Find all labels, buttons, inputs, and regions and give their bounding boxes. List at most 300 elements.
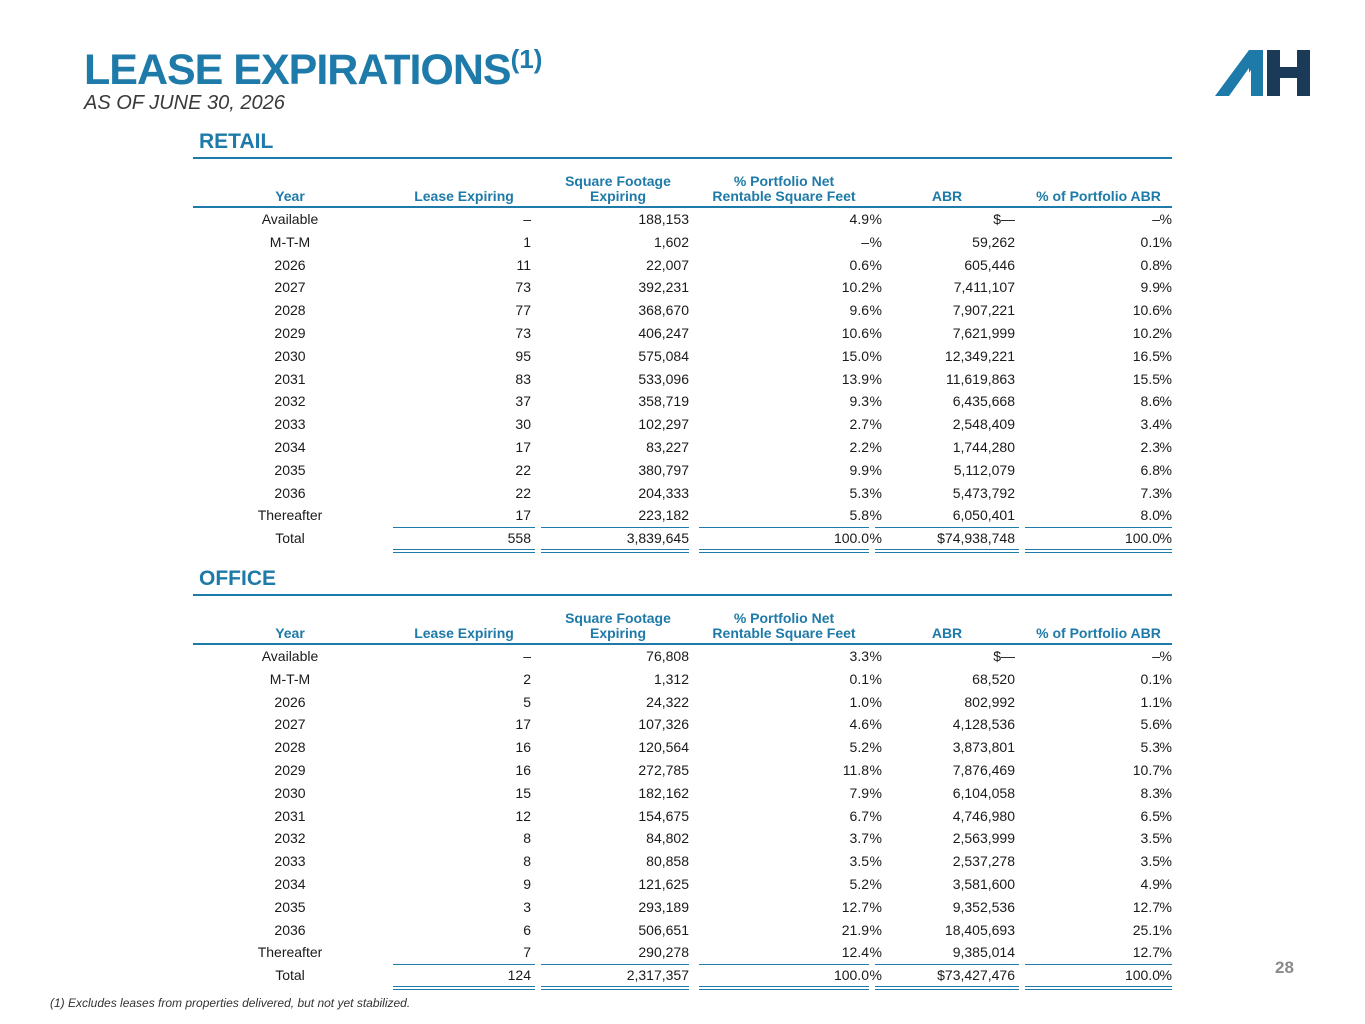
table-row (193, 759, 1172, 782)
year-cell: 2027 (274, 279, 306, 296)
header-year-line: Year (275, 188, 305, 204)
lease-expiring-cell: 11 (516, 256, 531, 273)
table-header (193, 595, 1172, 645)
abr-cell: $74,938,748 (937, 530, 1015, 547)
percent-sign: % (869, 507, 882, 524)
pct-nrsf-cell: 4.6 (849, 716, 869, 733)
table-row (193, 322, 1172, 345)
abr-cell: 59,262 (972, 233, 1015, 250)
percent-sign: % (869, 761, 882, 778)
sqft-cell: 102,297 (638, 416, 689, 433)
header-pct-abr-line: % of Portfolio ABR (1036, 625, 1161, 641)
abr-cell: 7,876,469 (952, 761, 1015, 778)
lease-expiring-cell: 124 (507, 967, 531, 984)
total-underline (1025, 964, 1172, 965)
percent-sign: % (869, 461, 882, 478)
percent-sign: % (1159, 761, 1172, 778)
total-double-underline (875, 986, 1019, 990)
percent-sign: % (869, 875, 882, 892)
pct-nrsf-cell: 5.2 (849, 739, 869, 756)
lease-expiring-cell: 73 (515, 324, 531, 341)
pct-nrsf-cell: 5.3 (849, 484, 869, 501)
header-pct-nrsf (699, 174, 869, 204)
percent-sign: % (1159, 898, 1172, 915)
abr-cell: 605,446 (964, 256, 1015, 273)
table-row (193, 691, 1172, 714)
pct-nrsf-cell: 0.6 (849, 256, 869, 273)
percent-sign: % (1159, 784, 1172, 801)
percent-sign: % (869, 484, 882, 501)
percent-sign: % (869, 670, 882, 687)
pct-abr-cell: 0.8 (1140, 256, 1160, 273)
abr-cell: $— (993, 211, 1015, 227)
year-cell: 2033 (274, 853, 306, 870)
abr-cell: 4,128,536 (952, 716, 1015, 733)
pct-nrsf-cell: 100.0 (833, 967, 869, 984)
percent-sign: % (869, 784, 882, 801)
year-cell: Total (275, 530, 305, 547)
sqft-cell: 1,602 (653, 233, 689, 250)
year-cell: 2036 (274, 921, 306, 938)
abr-cell: 68,520 (972, 670, 1015, 687)
percent-sign: % (1159, 875, 1172, 892)
percent-sign: % (869, 530, 882, 547)
sqft-cell: 506,651 (638, 921, 689, 938)
lease-expiring-cell: 558 (507, 530, 531, 547)
total-underline (699, 527, 869, 528)
year-cell: 2026 (274, 693, 306, 710)
abr-cell: 2,563,999 (952, 830, 1015, 847)
header-pct-nrsf-line: Rentable Square Feet (712, 188, 856, 204)
lease-expiring-cell: 17 (515, 716, 531, 733)
total-underline (393, 964, 535, 965)
sqft-cell: 3,839,645 (626, 530, 689, 547)
abr-cell: 12,349,221 (944, 347, 1015, 364)
pct-abr-cell: 5.6 (1140, 716, 1160, 733)
table-row (193, 713, 1172, 736)
table-row (193, 896, 1172, 919)
abr-cell: 9,385,014 (952, 944, 1015, 961)
pct-nrsf-cell: 3.5 (849, 853, 869, 870)
abr-cell: 4,746,980 (952, 807, 1015, 824)
total-underline (541, 527, 689, 528)
percent-sign: % (1159, 347, 1172, 364)
lease-expiring-cell: 16 (515, 739, 531, 756)
header-abr-line: ABR (931, 625, 963, 641)
year-cell: 2031 (274, 370, 306, 387)
lease-expiring-cell: 12 (515, 807, 531, 824)
year-cell: Thereafter (257, 507, 323, 524)
lease-expiring-cell: 8 (523, 830, 531, 847)
total-underline (1025, 527, 1172, 528)
abr-cell: 7,621,999 (952, 324, 1015, 341)
ah-logo-icon (1215, 46, 1313, 98)
sqft-cell: 368,670 (638, 302, 689, 319)
year-cell: 2030 (274, 784, 306, 801)
sqft-cell: 272,785 (638, 761, 689, 778)
percent-sign: % (869, 438, 882, 455)
sqft-cell: 121,625 (638, 875, 689, 892)
table-row (193, 504, 1172, 527)
header-pct-nrsf-line: % Portfolio Net (733, 173, 835, 189)
percent-sign: % (1159, 279, 1172, 296)
total-double-underline (393, 549, 535, 553)
percent-sign: % (869, 921, 882, 938)
pct-abr-cell: 5.3 (1140, 739, 1160, 756)
table-row (193, 299, 1172, 322)
table-row (193, 436, 1172, 459)
abr-cell: 1,744,280 (952, 438, 1015, 455)
header-square-footage (541, 174, 695, 204)
retail-table (193, 158, 1172, 550)
abr-cell: 11,619,863 (945, 370, 1015, 387)
footnote: (1) Excludes leases from properties delivered, but not yet stabilized. (50, 996, 411, 1010)
table-row (193, 850, 1172, 873)
pct-nrsf-cell: 10.6 (841, 324, 869, 341)
percent-sign: % (869, 944, 882, 961)
lease-expiring-cell: 77 (515, 302, 531, 319)
sqft-cell: 406,247 (638, 324, 689, 341)
percent-sign: % (1159, 807, 1172, 824)
lease-expiring-cell: 22 (515, 461, 531, 478)
year-cell: 2035 (274, 461, 306, 478)
lease-expiring-cell: 15 (515, 784, 531, 801)
percent-sign: % (869, 393, 882, 410)
lease-expiring-cell: 37 (515, 393, 531, 410)
sqft-cell: 80,858 (646, 853, 689, 870)
percent-sign: % (869, 256, 882, 273)
percent-sign: % (1159, 670, 1172, 687)
pct-abr-cell: 0.1 (1140, 233, 1160, 250)
percent-sign: % (1159, 256, 1172, 273)
header-lease-expiring-line: Lease Expiring (414, 188, 514, 204)
table-row (193, 368, 1172, 391)
lease-expiring-cell: 83 (515, 370, 531, 387)
pct-abr-cell: 4.9 (1140, 875, 1160, 892)
lease-expiring-cell: 30 (515, 416, 531, 433)
percent-sign: % (1159, 233, 1172, 250)
table-row (193, 782, 1172, 805)
abr-cell: 6,050,401 (952, 507, 1015, 524)
pct-nrsf-cell: 5.8 (849, 507, 869, 524)
percent-sign: % (869, 279, 882, 296)
pct-nrsf-cell: 3.7 (849, 830, 869, 847)
percent-sign: % (869, 648, 882, 664)
total-underline (393, 527, 535, 528)
year-cell: Thereafter (257, 944, 323, 961)
footnote-marker: (1) (510, 44, 543, 74)
header-lease-expiring (393, 189, 535, 204)
year-cell: 2030 (274, 347, 306, 364)
header-pct-abr-line: % of Portfolio ABR (1036, 188, 1161, 204)
percent-sign: % (869, 370, 882, 387)
page-title-text: LEASE EXPIRATIONS (84, 46, 511, 94)
lease-expiring-cell: 5 (523, 693, 531, 710)
percent-sign: % (1159, 484, 1172, 501)
percent-sign: % (1159, 461, 1172, 478)
sqft-cell: 24,322 (646, 693, 689, 710)
abr-cell: 3,581,600 (952, 875, 1015, 892)
abr-cell: 18,405,693 (944, 921, 1015, 938)
sqft-cell: 290,278 (638, 944, 689, 961)
pct-abr-cell: 2.3 (1140, 438, 1160, 455)
pct-abr-cell: 100.0 (1124, 967, 1160, 984)
header-square-footage-line: Expiring (589, 625, 646, 641)
pct-abr-cell: 3.5 (1140, 830, 1160, 847)
percent-sign: % (1159, 944, 1172, 961)
percent-sign: % (1159, 853, 1172, 870)
year-cell: 2034 (274, 438, 306, 455)
percent-sign: % (1159, 211, 1172, 227)
percent-sign: % (869, 898, 882, 915)
pct-nrsf-cell: 12.7 (841, 898, 869, 915)
page-subtitle: AS OF JUNE 30, 2026 (84, 92, 285, 114)
table-row (193, 254, 1172, 277)
pct-abr-cell: 6.5 (1140, 807, 1160, 824)
sqft-cell: 293,189 (638, 898, 689, 915)
pct-nrsf-cell: 3.3 (849, 648, 869, 664)
lease-expiring-cell: 73 (515, 279, 531, 296)
table-row (193, 459, 1172, 482)
pct-abr-cell: 10.6 (1132, 302, 1160, 319)
total-double-underline (699, 549, 869, 553)
pct-nrsf-cell: 7.9 (849, 784, 869, 801)
pct-abr-cell: 3.4 (1140, 416, 1160, 433)
header-pct-nrsf-line: % Portfolio Net (733, 610, 835, 626)
percent-sign: % (1159, 530, 1172, 547)
table-row (193, 645, 1172, 668)
pct-nrsf-cell: 0.1 (849, 670, 869, 687)
abr-cell: 6,104,058 (952, 784, 1015, 801)
abr-cell: 7,907,221 (952, 302, 1015, 319)
total-underline (541, 964, 689, 965)
percent-sign: % (869, 807, 882, 824)
sqft-cell: 22,007 (646, 256, 689, 273)
header-abr-line: ABR (931, 188, 963, 204)
lease-expiring-cell: 3 (523, 898, 531, 915)
pct-nrsf-cell: 6.7 (849, 807, 869, 824)
table-row (193, 231, 1172, 254)
percent-sign: % (1159, 302, 1172, 319)
header-pct-abr (1025, 626, 1172, 641)
percent-sign: % (1159, 648, 1172, 664)
lease-expiring-cell: 7 (523, 944, 531, 961)
year-cell: 2027 (274, 716, 306, 733)
year-cell: 2026 (274, 256, 306, 273)
pct-abr-cell: 8.0 (1140, 507, 1160, 524)
pct-abr-cell: 100.0 (1124, 530, 1160, 547)
percent-sign: % (1159, 438, 1172, 455)
pct-nrsf-cell: 15.0 (841, 347, 869, 364)
table-row (193, 873, 1172, 896)
total-row (193, 527, 1172, 550)
total-double-underline (1025, 986, 1172, 990)
year-cell: 2032 (274, 393, 306, 410)
abr-cell: 3,873,801 (952, 739, 1015, 756)
table-row (193, 941, 1172, 964)
lease-expiring-cell: 22 (515, 484, 531, 501)
year-cell: Available (261, 211, 319, 227)
table-row (193, 276, 1172, 299)
pct-abr-cell: 3.5 (1140, 853, 1160, 870)
section-title-retail: RETAIL (199, 130, 274, 153)
lease-expiring-cell: 17 (515, 507, 531, 524)
year-cell: 2031 (274, 807, 306, 824)
sqft-cell: 182,162 (638, 784, 689, 801)
percent-sign: % (869, 830, 882, 847)
percent-sign: % (869, 716, 882, 733)
year-cell: 2034 (274, 875, 306, 892)
pct-nrsf-cell: 1.0 (849, 693, 869, 710)
pct-nrsf-cell: – (861, 233, 869, 250)
year-cell: M-T-M (269, 670, 311, 687)
table-row (193, 413, 1172, 436)
sqft-cell: 188,153 (638, 211, 689, 227)
total-double-underline (393, 986, 535, 990)
sqft-cell: 223,182 (638, 507, 689, 524)
table-row (193, 919, 1172, 942)
year-cell: 2029 (274, 324, 306, 341)
pct-nrsf-cell: 9.9 (849, 461, 869, 478)
total-double-underline (699, 986, 869, 990)
pct-nrsf-cell: 4.9 (849, 211, 869, 227)
table-row (193, 208, 1172, 231)
page-number: 28 (1275, 958, 1294, 977)
table-row (193, 805, 1172, 828)
section-title-office: OFFICE (199, 567, 276, 590)
pct-abr-cell: 16.5 (1132, 347, 1160, 364)
percent-sign: % (1159, 830, 1172, 847)
sqft-cell: 2,317,357 (626, 967, 689, 984)
total-double-underline (1025, 549, 1172, 553)
sqft-cell: 392,231 (638, 279, 689, 296)
percent-sign: % (1159, 967, 1172, 984)
sqft-cell: 380,797 (638, 461, 689, 478)
pct-nrsf-cell: 11.8 (842, 761, 869, 778)
pct-nrsf-cell: 9.6 (849, 302, 869, 319)
percent-sign: % (869, 416, 882, 433)
pct-nrsf-cell: 13.9 (841, 370, 869, 387)
pct-nrsf-cell: 2.2 (849, 438, 869, 455)
table-row (193, 827, 1172, 850)
header-square-footage-line: Expiring (589, 188, 646, 204)
table-row (193, 345, 1172, 368)
percent-sign: % (1159, 739, 1172, 756)
year-cell: 2028 (274, 739, 306, 756)
sqft-cell: 204,333 (638, 484, 689, 501)
year-cell: Total (275, 967, 305, 984)
pct-abr-cell: 9.9 (1140, 279, 1160, 296)
year-cell: 2029 (274, 761, 306, 778)
header-year (193, 189, 387, 204)
sqft-cell: 107,326 (638, 716, 689, 733)
percent-sign: % (869, 739, 882, 756)
abr-cell: 7,411,107 (953, 279, 1015, 296)
pct-abr-cell: 7.3 (1140, 484, 1160, 501)
year-cell: M-T-M (269, 233, 311, 250)
pct-abr-cell: 8.3 (1140, 784, 1160, 801)
lease-expiring-cell: 9 (523, 875, 531, 892)
lease-expiring-cell: 16 (515, 761, 531, 778)
total-underline (875, 964, 1019, 965)
year-cell: 2032 (274, 830, 306, 847)
percent-sign: % (869, 211, 882, 227)
pct-abr-cell: 12.7 (1132, 944, 1160, 961)
header-lease-expiring-line: Lease Expiring (414, 625, 514, 641)
pct-abr-cell: – (1152, 211, 1160, 227)
year-cell: 2035 (274, 898, 306, 915)
sqft-cell: 83,227 (646, 438, 689, 455)
abr-cell: 5,112,079 (953, 461, 1015, 478)
pct-nrsf-cell: 2.7 (849, 416, 869, 433)
pct-nrsf-cell: 12.4 (841, 944, 869, 961)
total-double-underline (875, 549, 1019, 553)
lease-expiring-cell: – (523, 211, 531, 227)
header-lease-expiring (393, 626, 535, 641)
percent-sign: % (869, 693, 882, 710)
pct-abr-cell: 1.1 (1140, 693, 1160, 710)
pct-nrsf-cell: 100.0 (833, 530, 869, 547)
total-underline (699, 964, 869, 965)
pct-abr-cell: – (1152, 648, 1160, 664)
pct-nrsf-cell: 5.2 (849, 875, 869, 892)
sqft-cell: 575,084 (638, 347, 689, 364)
sqft-cell: 1,312 (653, 670, 689, 687)
sqft-cell: 76,808 (646, 648, 689, 664)
lease-expiring-cell: 2 (523, 670, 531, 687)
table-header (193, 158, 1172, 208)
lease-expiring-cell: 1 (523, 233, 531, 250)
abr-cell: 802,992 (964, 693, 1015, 710)
abr-cell: $73,427,476 (937, 967, 1015, 984)
percent-sign: % (869, 853, 882, 870)
sqft-cell: 120,564 (638, 739, 689, 756)
sqft-cell: 533,096 (638, 370, 689, 387)
table-row (193, 482, 1172, 505)
percent-sign: % (1159, 370, 1172, 387)
pct-abr-cell: 25.1 (1132, 921, 1160, 938)
lease-expiring-cell: 17 (515, 438, 531, 455)
pct-abr-cell: 12.7 (1132, 898, 1160, 915)
page-title (84, 44, 542, 95)
sqft-cell: 358,719 (638, 393, 689, 410)
abr-cell: 6,435,668 (952, 393, 1015, 410)
percent-sign: % (869, 233, 882, 250)
header-square-footage-line: Square Footage (565, 610, 671, 626)
year-cell: 2036 (274, 484, 306, 501)
sqft-cell: 84,802 (646, 830, 689, 847)
abr-cell: 2,548,409 (952, 416, 1015, 433)
header-pct-nrsf (699, 611, 869, 641)
year-cell: 2033 (274, 416, 306, 433)
header-square-footage (541, 611, 695, 641)
percent-sign: % (869, 967, 882, 984)
percent-sign: % (1159, 507, 1172, 524)
table-row (193, 736, 1172, 759)
pct-abr-cell: 15.5 (1132, 370, 1160, 387)
total-underline (875, 527, 1019, 528)
total-row (193, 964, 1172, 987)
percent-sign: % (1159, 693, 1172, 710)
lease-expiring-cell: 95 (515, 347, 531, 364)
header-square-footage-line: Square Footage (565, 173, 671, 189)
percent-sign: % (1159, 416, 1172, 433)
percent-sign: % (1159, 921, 1172, 938)
pct-nrsf-cell: 21.9 (841, 921, 869, 938)
table-row (193, 390, 1172, 413)
header-pct-nrsf-line: Rentable Square Feet (712, 625, 856, 641)
abr-cell: 5,473,792 (952, 484, 1015, 501)
